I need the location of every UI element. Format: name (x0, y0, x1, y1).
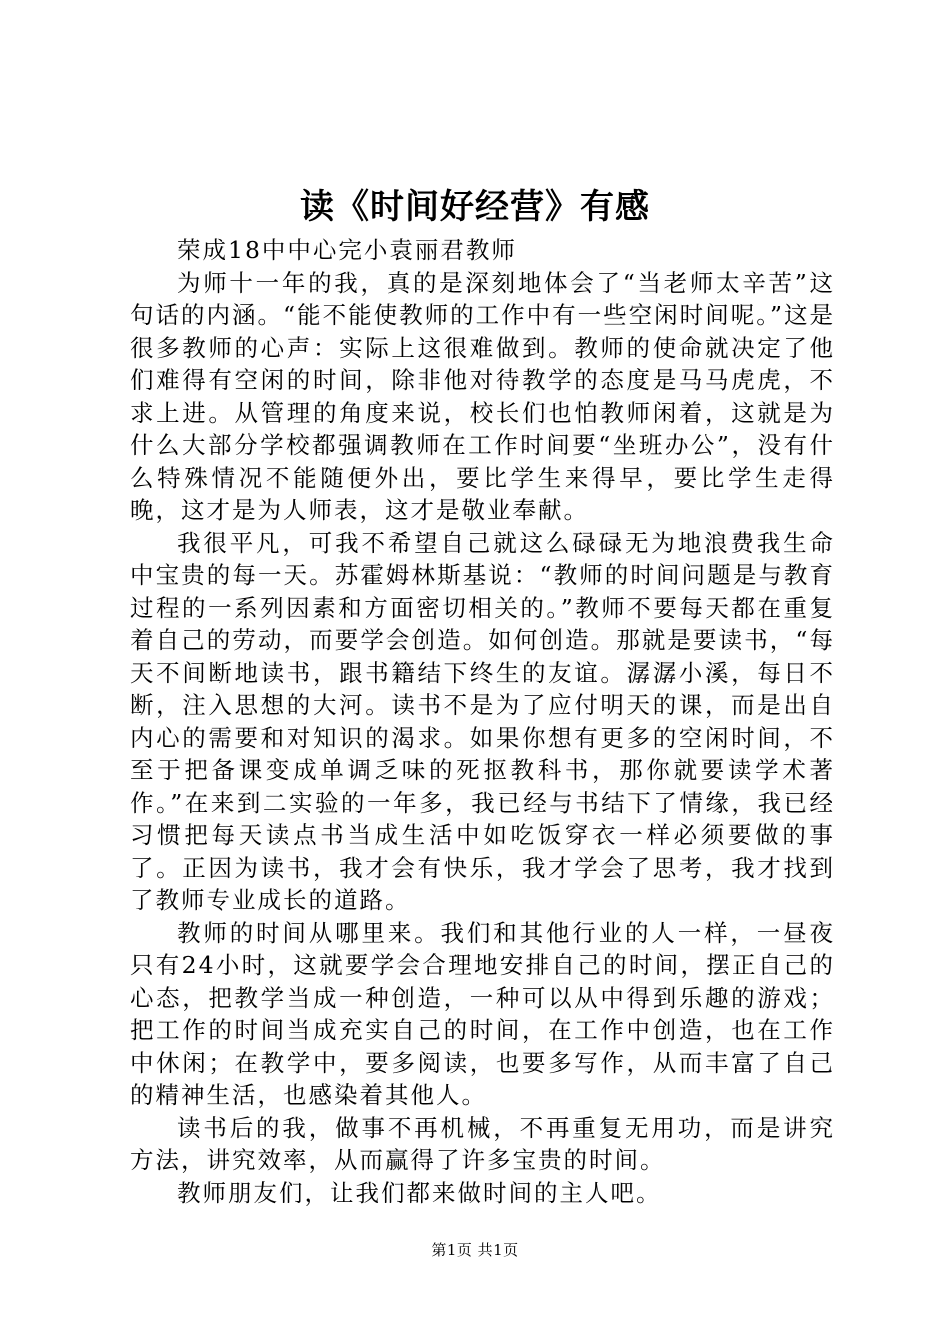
paragraph: 教师的时间从哪里来。我们和其他行业的人一样，一昼夜只有24小时，这就要学会合理地安排自己的时间，摆正自己的心态，把教学当成一种创造，一种可以从中得到乐趣的游戏；把工作的时间当成充实自己的时间，在工作中创造，也在工作中休闲；在教学中，要多阅读，也要多写作，从而丰富了自己的精神生活，也感染着其他人。 (130, 918, 835, 1109)
paragraph: 为师十一年的我，真的是深刻地体会了“当老师太辛苦”这句话的内涵。“能不能使教师的工作中有一些空闲时间呢。”这是很多教师的心声：实际上这很难做到。教师的使命就决定了他们难得有空闲的时间，除非他对待教学的态度是马马虎虎，不求上进。从管理的角度来说，校长们也怕教师闲着，这就是为什么大部分学校都强调教师在工作时间要“坐班办公”，没有什么特殊情况不能随便外出，要比学生来得早，要比学生走得晚，这才是为人师表，这才是敬业奉献。 (130, 268, 835, 524)
paragraph: 教师朋友们，让我们都来做时间的主人吧。 (177, 1178, 662, 1207)
paragraph: 读书后的我，做事不再机械，不再重复无用功，而是讲究方法，讲究效率，从而赢得了许多宝贵的时间。 (130, 1113, 835, 1174)
document-title: 读《时间好经营》有感 (300, 187, 650, 227)
paragraph: 我很平凡，可我不希望自己就这么碌碌无为地浪费我生命中宝贵的每一天。苏霍姆林斯基说：“教师的时间问题是与教育过程的一系列因素和方面密切相关的。”教师不要每天都在重复着自己的劳动，而要学会创造。如何创造。那就是要读书，“每天不间断地读书，跟书籍结下终生的友谊。潺潺小溪，每日不断，注入思想的大河。读书不是为了应付明天的课，而是出自内心的需要和对知识的渴求。如果你想有更多的空闲时间，不至于把备课变成单调乏味的死抠教科书，那你就要读学术著作。”在来到二实验的一年多，我已经与书结下了情缘，我已经习惯把每天读点书当成生活中如吃饭穿衣一样必须要做的事了。正因为读书，我才会有快乐，我才学会了思考，我才找到了教师专业成长的道路。 (130, 528, 835, 914)
author-line: 荣成18中中心完小袁丽君教师 (177, 236, 517, 264)
page-number-footer: 第1页 共1页 (431, 1241, 519, 1259)
document-body (130, 234, 835, 1209)
